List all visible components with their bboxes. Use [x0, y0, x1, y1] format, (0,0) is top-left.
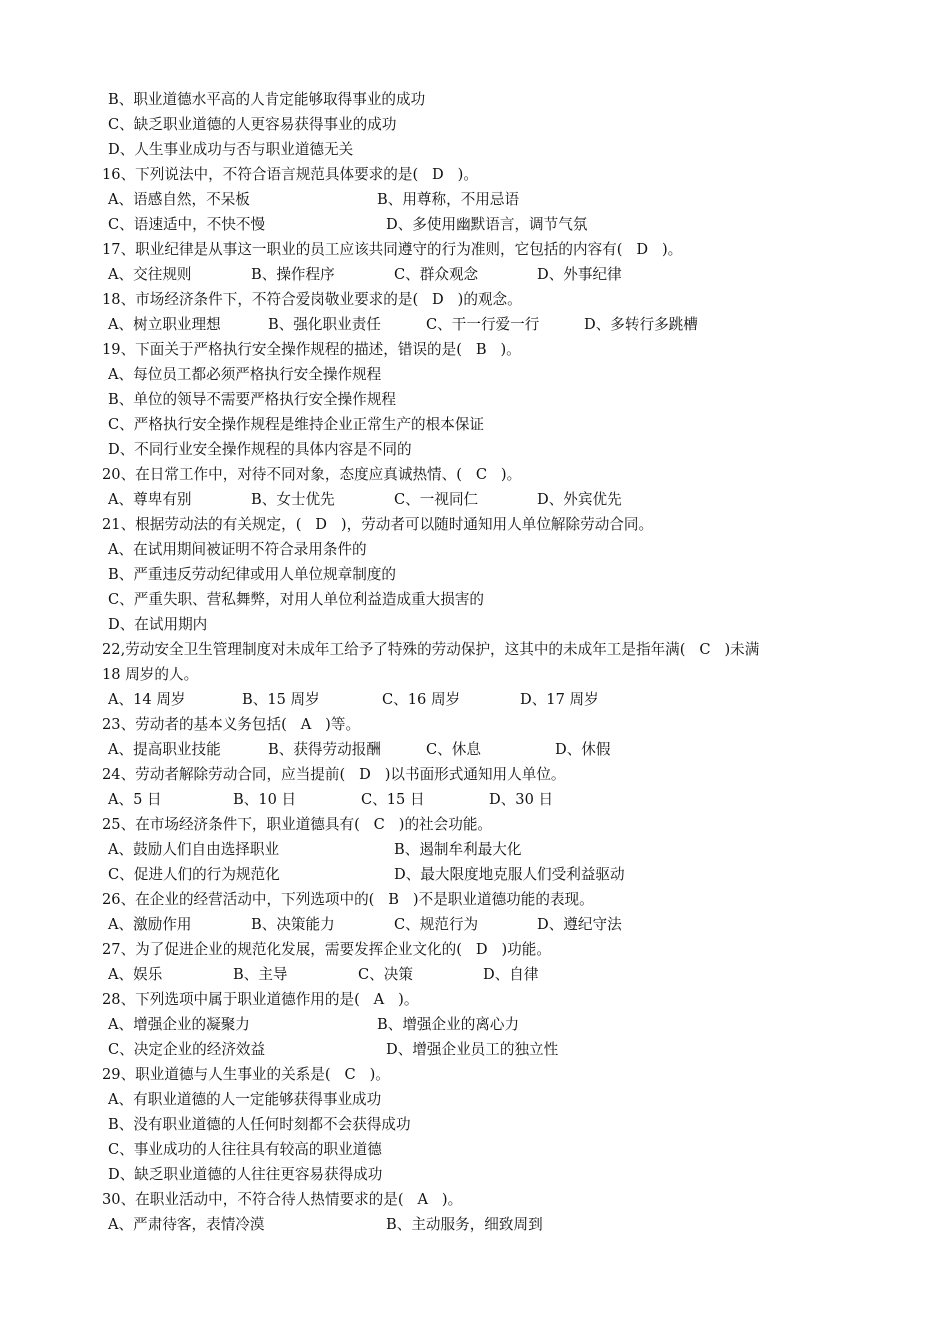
option-text: D、增强企业员工的独立性	[386, 1041, 559, 1058]
option-text: D、休假	[555, 741, 611, 758]
line-text: 28、下列选项中属于职业道德作用的是( A )。	[102, 991, 419, 1008]
option-text: D、外事纪律	[537, 266, 622, 283]
option-text: A、5 日	[108, 791, 162, 808]
line-text: 30、在职业活动中，不符合待人热情要求的是( A )。	[102, 1191, 463, 1208]
option-text: A、语感自然，不呆板	[108, 191, 250, 208]
line-text: B、职业道德水平高的人肯定能够取得事业的成功	[108, 91, 426, 108]
option-text: D、遵纪守法	[537, 916, 622, 933]
line-text: 26、在企业的经营活动中，下列选项中的( B )不是职业道德功能的表现。	[102, 891, 594, 908]
line-text: 25、在市场经济条件下，职业道德具有( C )的社会功能。	[102, 816, 493, 833]
line-text: B、没有职业道德的人任何时刻都不会获得成功	[108, 1116, 411, 1133]
line-text: 23、劳动者的基本义务包括( A )等。	[102, 716, 361, 733]
option-text: C、一视同仁	[394, 491, 479, 508]
line-text: 22,劳动安全卫生管理制度对未成年工给予了特殊的劳动保护，这其中的未成年工是指年满( C )未满	[102, 641, 760, 658]
line-text: 21、根据劳动法的有关规定，( D )，劳动者可以随时通知用人单位解除劳动合同。	[102, 516, 654, 533]
option-text: C、语速适中，不快不慢	[108, 216, 266, 233]
line-text: D、人生事业成功与否与职业道德无关	[108, 141, 354, 158]
option-text: C、干一行爱一行	[426, 316, 540, 333]
line-text: A、每位员工都必须严格执行安全操作规程	[108, 366, 382, 383]
line-text: 17、职业纪律是从事这一职业的员工应该共同遵守的行为准则，它包括的内容有( D )。	[102, 241, 683, 258]
option-text: A、娱乐	[108, 966, 163, 983]
option-text: A、交往规则	[108, 266, 192, 283]
line-text: B、单位的领导不需要严格执行安全操作规程	[108, 391, 397, 408]
option-text: D、多转行多跳槽	[584, 316, 698, 333]
line-text: D、缺乏职业道德的人往往更容易获得成功	[108, 1166, 383, 1183]
option-text: D、自律	[483, 966, 539, 983]
option-text: D、外宾优先	[537, 491, 622, 508]
option-text: A、树立职业理想	[108, 316, 221, 333]
option-text: B、15 周岁	[242, 691, 320, 708]
option-text: B、增强企业的离心力	[377, 1016, 520, 1033]
option-text: A、鼓励人们自由选择职业	[108, 841, 280, 858]
option-text: A、提高职业技能	[108, 741, 221, 758]
line-text: A、有职业道德的人一定能够获得事业成功	[108, 1091, 382, 1108]
option-text: C、16 周岁	[382, 691, 461, 708]
option-text: C、群众观念	[394, 266, 479, 283]
option-text: B、主动服务，细致周到	[386, 1216, 543, 1233]
option-text: A、14 周岁	[108, 691, 186, 708]
option-text: B、决策能力	[251, 916, 335, 933]
option-text: A、激励作用	[108, 916, 192, 933]
line-text: 27、为了促进企业的规范化发展，需要发挥企业文化的( D )功能。	[102, 941, 551, 958]
line-text: 29、职业道德与人生事业的关系是( C )。	[102, 1066, 390, 1083]
option-text: C、促进人们的行为规范化	[108, 866, 280, 883]
line-text: C、严重失职、营私舞弊，对用人单位利益造成重大损害的	[108, 591, 485, 608]
option-text: D、17 周岁	[520, 691, 599, 708]
line-text: 19、下面关于严格执行安全操作规程的描述，错误的是( B )。	[102, 341, 521, 358]
option-text: B、遏制牟利最大化	[394, 841, 522, 858]
line-text: C、事业成功的人往往具有较高的职业道德	[108, 1141, 382, 1158]
option-text: C、规范行为	[394, 916, 479, 933]
line-text: A、在试用期间被证明不符合录用条件的	[108, 541, 367, 558]
option-text: B、强化职业责任	[268, 316, 381, 333]
option-text: B、主导	[233, 966, 288, 983]
option-text: A、严肃待客，表情冷漠	[108, 1216, 265, 1233]
option-text: B、女士优先	[251, 491, 335, 508]
line-text: 18 周岁的人。	[102, 666, 199, 683]
option-text: B、用尊称，不用忌语	[377, 191, 520, 208]
option-text: B、获得劳动报酬	[268, 741, 381, 758]
option-text: B、操作程序	[251, 266, 335, 283]
option-text: A、尊卑有别	[108, 491, 192, 508]
option-text: B、10 日	[233, 791, 297, 808]
option-text: A、增强企业的凝聚力	[108, 1016, 250, 1033]
line-text: B、严重违反劳动纪律或用人单位规章制度的	[108, 566, 397, 583]
line-text: 24、劳动者解除劳动合同，应当提前( D )以书面形式通知用人单位。	[102, 766, 566, 783]
line-text: 16、下列说法中，不符合语言规范具体要求的是( D )。	[102, 166, 478, 183]
option-text: C、决策	[358, 966, 413, 983]
option-text: C、决定企业的经济效益	[108, 1041, 266, 1058]
line-text: 20、在日常工作中，对待不同对象，态度应真诚热情、( C )。	[102, 466, 522, 483]
line-text: D、不同行业安全操作规程的具体内容是不同的	[108, 441, 412, 458]
line-text: 18、市场经济条件下，不符合爱岗敬业要求的是( D )的观念。	[102, 291, 522, 308]
option-text: D、最大限度地克服人们受利益驱动	[394, 866, 625, 883]
line-text: C、缺乏职业道德的人更容易获得事业的成功	[108, 116, 397, 133]
option-text: D、多使用幽默语言，调节气氛	[386, 216, 588, 233]
option-text: C、休息	[426, 741, 481, 758]
line-text: C、严格执行安全操作规程是维持企业正常生产的根本保证	[108, 416, 485, 433]
option-text: D、30 日	[489, 791, 554, 808]
line-text: D、在试用期内	[108, 616, 208, 633]
option-text: C、15 日	[361, 791, 425, 808]
